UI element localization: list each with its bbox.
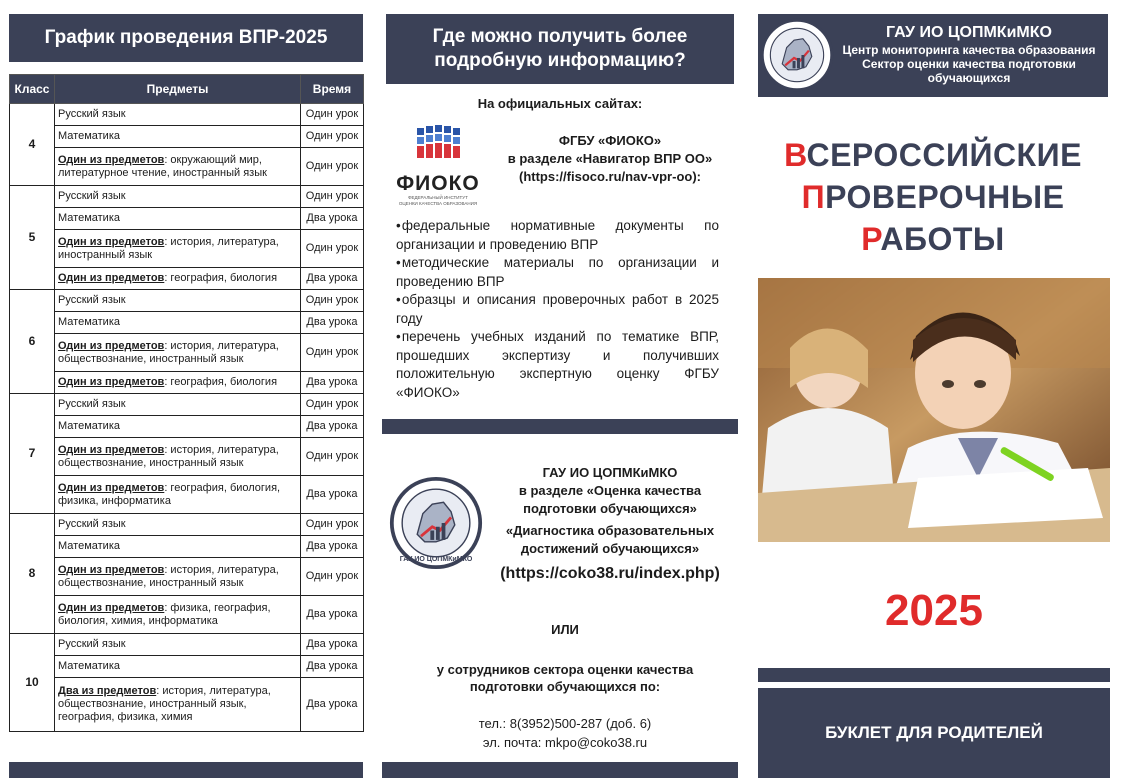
subject-cell — [55, 596, 301, 634]
subject-text: Математика — [58, 212, 120, 224]
col-header-class: Класс — [10, 75, 55, 104]
table-row — [10, 312, 364, 334]
time-cell: Один урок — [301, 148, 364, 186]
coko-url[interactable]: (https://coko38.ru/index.php) — [500, 565, 720, 582]
subject-text: : окружающий мир, литературное чтение, иностранный язык — [58, 153, 267, 179]
time-cell: Один урок — [301, 126, 364, 148]
subject-text: Русский язык — [58, 638, 126, 650]
staff-info — [386, 661, 744, 695]
subject-cell — [55, 126, 301, 148]
title-line3: РАБОТЫ — [861, 221, 1005, 257]
time-cell: Один урок — [301, 230, 364, 268]
subject-text: Математика — [58, 540, 120, 552]
subject-lead: Один из предметов — [58, 339, 165, 352]
coko-logo-small-icon — [760, 18, 834, 92]
info-header — [386, 14, 734, 84]
org-text — [834, 23, 1104, 85]
time-cell: Один урок — [301, 290, 364, 312]
grade-cell: 7 — [10, 394, 55, 514]
subject-text: : история, литература, обществознание, иностранный язык — [58, 339, 279, 365]
subject-lead: Один из предметов — [58, 563, 165, 576]
subject-cell — [55, 208, 301, 230]
subject-lead: Один из предметов — [58, 481, 165, 494]
info-header-line1: Где можно получить более — [432, 26, 688, 47]
subject-cell — [55, 394, 301, 416]
bullet-item: • методические материалы по организации и проведению ВПР — [396, 255, 719, 289]
middle-divider-bar — [382, 419, 738, 434]
subject-text: : история, литература, обществознание, иностранный язык, география, физика, химия — [58, 685, 271, 723]
time-cell: Два урока — [301, 596, 364, 634]
middle-footer-bar — [382, 762, 738, 778]
phone: тел.: 8(3952)500-287 (доб. 6) — [478, 716, 652, 731]
org-name: ГАУ ИО ЦОПМКиМКО — [886, 24, 1052, 41]
grade-cell: 6 — [10, 290, 55, 394]
subject-cell — [55, 104, 301, 126]
col-header-subjects: Предметы — [55, 75, 301, 104]
table-row — [10, 126, 364, 148]
subject-lead: Один из предметов — [58, 272, 165, 284]
table-row — [10, 438, 364, 476]
time-cell: Два урока — [301, 476, 364, 514]
coko-logo-right — [760, 18, 834, 92]
table-row — [10, 290, 364, 312]
org-header — [758, 14, 1108, 97]
coko-section-line2: подготовки обучающихся» — [523, 501, 697, 516]
bullet-item: • образцы и описания проверочных работ в 2025 году — [396, 292, 719, 326]
contacts — [386, 714, 744, 752]
schedule-body — [10, 104, 364, 732]
table-row — [10, 514, 364, 536]
subject-text: Русский язык — [58, 294, 126, 306]
time-cell: Два урока — [301, 536, 364, 558]
fioko-bullet-list — [396, 217, 719, 402]
table-row — [10, 104, 364, 126]
year: 2025 — [885, 586, 983, 635]
time-cell: Один урок — [301, 514, 364, 536]
coko-logo-text: ГАУ ИО ЦОПМКиМКО — [399, 556, 473, 563]
subject-cell — [55, 416, 301, 438]
subject-text: : история, литература, обществознание, иностранный язык — [58, 443, 279, 469]
subject-lead: Один из предметов — [58, 443, 165, 456]
coko-info — [490, 464, 730, 583]
subject-lead: Один из предметов — [58, 153, 165, 166]
subject-text: : физика, география, биология, химия, информатика — [58, 601, 271, 627]
info-header-line2: подробную информацию? — [434, 50, 686, 71]
subject-cell — [55, 536, 301, 558]
table-row — [10, 230, 364, 268]
subject-text: Русский язык — [58, 398, 126, 410]
table-row — [10, 678, 364, 732]
table-row — [10, 372, 364, 394]
fioko-logo — [390, 122, 486, 206]
table-row — [10, 334, 364, 372]
subject-cell — [55, 312, 301, 334]
table-row — [10, 268, 364, 290]
title-line2: ПРОВЕРОЧНЫЕ — [801, 179, 1065, 215]
table-row — [10, 558, 364, 596]
subject-text: Русский язык — [58, 108, 126, 120]
time-cell: Один урок — [301, 394, 364, 416]
time-cell: Два урока — [301, 634, 364, 656]
table-row — [10, 148, 364, 186]
official-sites-label: На официальных сайтах: — [477, 96, 643, 111]
time-cell: Один урок — [301, 334, 364, 372]
subject-cell — [55, 290, 301, 312]
coko-section-line1: в разделе «Оценка качества — [518, 483, 702, 498]
subject-cell — [55, 634, 301, 656]
coko-logo-middle — [389, 476, 483, 570]
subject-text: : география, биология — [164, 272, 278, 284]
subject-text: : география, биология, физика, информатика — [58, 481, 281, 507]
fioko-info — [490, 132, 730, 186]
main-title — [758, 134, 1108, 260]
grade-cell: 4 — [10, 104, 55, 186]
bullet-item: • федеральные нормативные документы по организации и проведению ВПР — [396, 218, 719, 252]
students-photo-image — [758, 278, 1110, 542]
org-center: Центр мониторинга качества образования — [842, 43, 1096, 57]
grade-cell: 10 — [10, 634, 55, 732]
table-row — [10, 536, 364, 558]
fioko-logo-sub2: ОЦЕНКИ КАЧЕСТВА ОБРАЗОВАНИЯ — [398, 201, 478, 206]
subject-text: Русский язык — [58, 518, 126, 530]
schedule-title: График проведения ВПР-2025 — [44, 27, 328, 48]
table-row — [10, 596, 364, 634]
time-cell: Два урока — [301, 656, 364, 678]
right-divider-bar — [758, 668, 1110, 682]
fioko-name: ФГБУ «ФИОКО» — [558, 133, 662, 148]
subject-cell — [55, 514, 301, 536]
or-label: ИЛИ — [551, 622, 579, 637]
org-sector: Сектор оценки качества подготовки — [862, 57, 1076, 71]
subject-lead: Один из предметов — [58, 235, 165, 248]
subject-cell — [55, 558, 301, 596]
subject-cell — [55, 372, 301, 394]
fioko-logo-sub1: ФЕДЕРАЛЬНЫЙ ИНСТИТУТ — [408, 195, 468, 200]
time-cell: Два урока — [301, 372, 364, 394]
table-row — [10, 656, 364, 678]
time-cell: Два урока — [301, 312, 364, 334]
subject-cell — [55, 334, 301, 372]
booklet-label: БУКЛЕТ ДЛЯ РОДИТЕЛЕЙ — [825, 723, 1043, 742]
coko-name: ГАУ ИО ЦОПМКиМКО — [542, 465, 678, 480]
time-cell: Один урок — [301, 438, 364, 476]
subject-text: Русский язык — [58, 190, 126, 202]
grade-cell: 8 — [10, 514, 55, 634]
time-cell: Два урока — [301, 268, 364, 290]
subject-lead: Один из предметов — [58, 601, 165, 614]
subject-lead: Один из предметов — [58, 376, 165, 388]
students-photo — [758, 278, 1110, 542]
col-header-time: Время — [301, 75, 364, 104]
grade-cell: 5 — [10, 186, 55, 290]
staff-line2: подготовки обучающихся по: — [469, 679, 661, 694]
subject-text: : история, литература, обществознание, иностранный язык — [58, 563, 279, 589]
fioko-section: в разделе «Навигатор ВПР ОО» — [507, 151, 713, 166]
schedule-table-wrap — [9, 74, 364, 732]
staff-line1: у сотрудников сектора оценки качества — [436, 662, 694, 677]
subject-text: Математика — [58, 130, 120, 142]
subject-cell — [55, 186, 301, 208]
time-cell: Один урок — [301, 186, 364, 208]
table-row — [10, 416, 364, 438]
fioko-logo-text: ФИОКО — [396, 172, 480, 195]
booklet-footer — [758, 688, 1110, 778]
coko-section-line4: достижений обучающихся» — [520, 541, 700, 556]
subject-text: : история, литература, иностранный язык — [58, 235, 279, 261]
bullet-item: • перечень учебных изданий по тематике ВПР, прошедших экспертизу и получивших положительную экспертную оценку ФГБУ «ФИОКО» — [396, 329, 719, 400]
org-sector-2: обучающихся — [927, 71, 1011, 85]
subject-lead: Два из предметов — [58, 685, 157, 697]
fioko-url[interactable]: (https://fisoco.ru/nav-vpr-oo): — [519, 169, 701, 184]
table-row — [10, 634, 364, 656]
time-cell: Два урока — [301, 208, 364, 230]
time-cell: Один урок — [301, 558, 364, 596]
coko-section-line3: «Диагностика образовательных — [505, 523, 715, 538]
subject-text: Математика — [58, 316, 120, 328]
left-footer-bar — [9, 762, 363, 778]
subject-text: Математика — [58, 660, 120, 672]
table-row — [10, 394, 364, 416]
subject-text: Математика — [58, 420, 120, 432]
table-row — [10, 476, 364, 514]
time-cell: Один урок — [301, 104, 364, 126]
time-cell: Два урока — [301, 416, 364, 438]
subject-cell — [55, 678, 301, 732]
schedule-header — [9, 14, 363, 62]
subject-cell — [55, 268, 301, 290]
table-row — [10, 208, 364, 230]
subject-cell — [55, 438, 301, 476]
subject-cell — [55, 476, 301, 514]
fioko-logo-icon — [390, 122, 486, 168]
table-row — [10, 186, 364, 208]
subject-cell — [55, 656, 301, 678]
subject-cell — [55, 230, 301, 268]
subject-text: : география, биология — [164, 376, 278, 388]
time-cell: Два урока — [301, 678, 364, 732]
title-line1: ВСЕРОССИЙСКИЕ — [784, 137, 1082, 173]
schedule-table — [9, 74, 364, 732]
email[interactable]: эл. почта: mkpo@coko38.ru — [482, 735, 648, 750]
subject-cell — [55, 148, 301, 186]
